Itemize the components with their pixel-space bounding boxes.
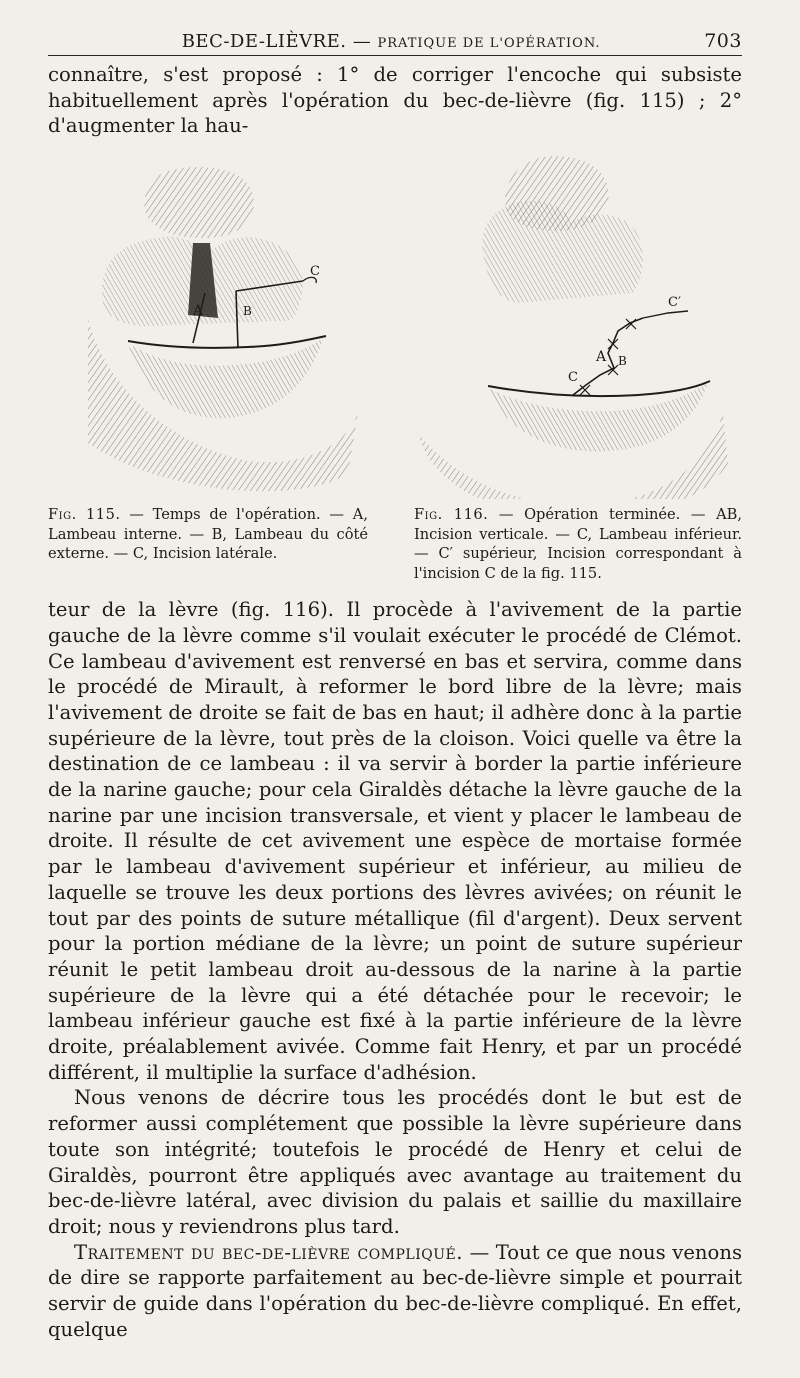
running-title-section: PRATIQUE DE L'OPÉRATION.: [377, 36, 601, 51]
fig116-caption-text: — Opération terminée. — AB, Incision verticale. — C, Lambeau inférieur. — C′ supérieur, Incision correspondant à l'incision C de la fig. 115.: [414, 506, 743, 582]
paragraph-third-text: — Tout ce que nous venons de dire se rapporte parfaitement au bec-de-lièvre simple et pourrait servir de guide dans l'opération du bec-de-lièvre compliqué. En effet, quelque: [48, 1240, 743, 1341]
fig115-label-a: A: [193, 303, 204, 320]
figure-illustrations: [48, 143, 742, 499]
running-head: [48, 30, 742, 56]
page: [48, 30, 742, 1343]
paragraph-main: teur de la lèvre (fig. 116). Il procède à l'avivement de la partie gauche de la lèvre comme s'il voulait exécuter le procédé de Clémot. Ce lambeau d'avivement est renversé en bas et servira, comme dans le procédé de Mirault, à reformer le bord libre de la lèvre; mais l'avivement de droite se fait de bas en haut; il adhère donc à la partie supérieure de la lèvre, tout près de la cloison. Voici quelle va être la destination de ce lambeau : il va servir à border la partie inférieure de la narine gauche; pour cela Giraldès détache la lèvre gauche de la narine par une incision transversale, et vient y placer le lambeau de droite. Il résulte de cet avivement une espèce de mortaise formée par le lambeau d'avivement supérieur et inférieur, au milieu de laquelle se trouve les deux portions des lèvres avivées; on réunit le tout par des points de suture métallique (fil d'argent). Deux servent pour la portion médiane de la lèvre; un point de suture supérieur réunit le petit lambeau droit au-dessous de la narine à la partie supérieure de la lèvre qui a été détachée pour le recevoir; le lambeau inférieur gauche est fixé à la partie inférieure de la lèvre droite, préalablement avivée. Comme fait Henry, et par un procédé différent, il multiplie la surface d'adhésion.: [48, 598, 742, 1084]
figure-captions: [48, 505, 742, 583]
paragraph-top: connaître, s'est proposé : 1° de corriger l'encoche qui subsiste habituellement après l'opération du bec-de-lièvre (fig. 115) ; 2° d'augmenter la hau-: [48, 63, 742, 138]
fig115-label-c: C: [310, 264, 320, 280]
paragraph-second: Nous venons de décrire tous les procédés dont le but est de reformer aussi complétement que possible la lèvre supérieure dans toute son intégrité; toutefois le procédé de Henry et celui de Giraldès, pourront être appliqués avec avantage au traitement du bec-de-lièvre latéral, avec division du palais et saillie du maxillaire droit; nous y reviendrons plus tard.: [48, 1086, 742, 1238]
fig115-caption: [48, 505, 368, 583]
fig115-caption-text: — Temps de l'opération. — A, Lambeau interne. — B, Lambeau du côté externe. — C, Incision latérale.: [48, 506, 368, 563]
fig115-drawing: [88, 167, 358, 491]
fig115-label-b: B: [243, 304, 252, 319]
paragraph-third: [48, 1240, 742, 1343]
running-title-main: BEC-DE-LIÈVRE.: [181, 31, 347, 52]
fig116-label-a: A: [596, 349, 607, 366]
page-number: 703: [704, 30, 742, 52]
fig116-label-c-prime: C′: [668, 295, 681, 311]
fig116-label-b: B: [618, 354, 627, 369]
fig116-caption: [414, 505, 742, 583]
fig116-drawing: [418, 156, 728, 499]
running-title-dash: —: [352, 31, 372, 52]
section-heading: Traitement du bec-de-lièvre compliqué.: [74, 1240, 463, 1264]
fig116-caption-number: Fig. 116.: [414, 506, 489, 524]
fig116-label-c: C: [568, 370, 578, 386]
running-title: [182, 31, 601, 52]
fig115-caption-number: Fig. 115.: [48, 506, 121, 524]
figures-block: [48, 143, 742, 499]
